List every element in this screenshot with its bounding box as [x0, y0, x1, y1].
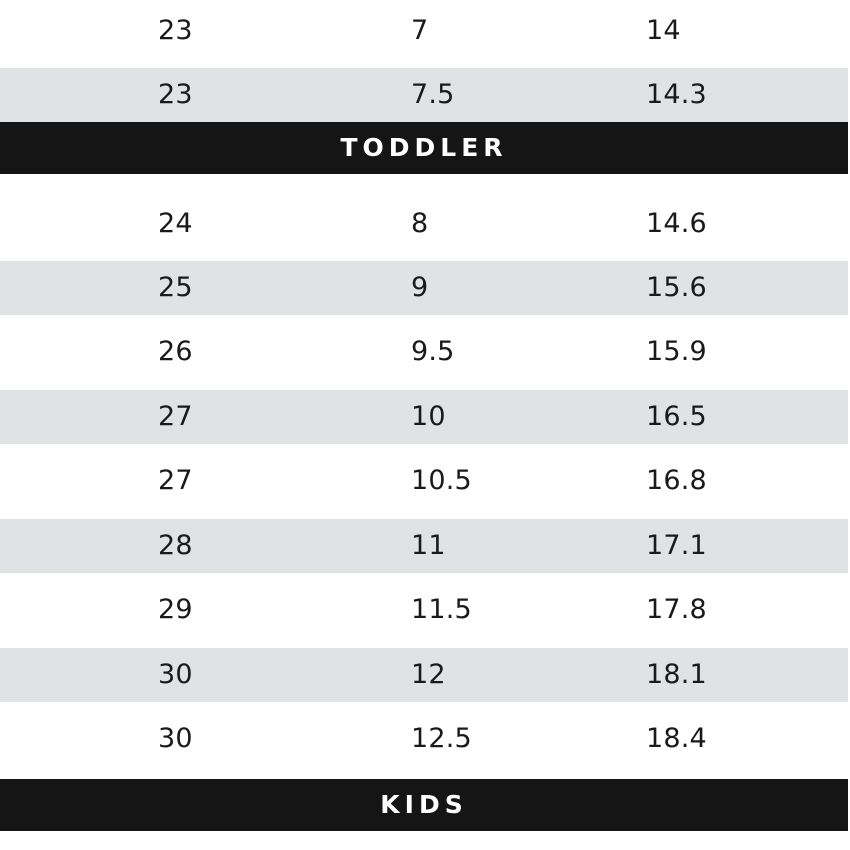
table-row: [0, 325, 848, 379]
section-header-toddler: TODDLER: [0, 122, 848, 174]
table-row: [0, 712, 848, 766]
table-row: [0, 648, 848, 702]
eu-size-cell: 27: [158, 401, 193, 432]
us-size-cell: 8: [411, 208, 429, 239]
cm-length-cell: 16.8: [646, 465, 707, 496]
us-size-cell: 10.5: [411, 465, 472, 496]
us-size-cell: 12.5: [411, 723, 472, 754]
us-size-cell: 7: [411, 15, 429, 46]
us-size-cell: 11: [411, 530, 446, 561]
cm-length-cell: 15.6: [646, 272, 707, 303]
cm-length-cell: 14.6: [646, 208, 707, 239]
us-size-cell: 12: [411, 659, 446, 690]
us-size-cell: 9: [411, 272, 429, 303]
cm-length-cell: 17.1: [646, 530, 707, 561]
eu-size-cell: 24: [158, 208, 193, 239]
table-row: [0, 519, 848, 573]
cm-length-cell: 18.1: [646, 659, 707, 690]
cm-length-cell: 15.9: [646, 336, 707, 367]
eu-size-cell: 23: [158, 79, 193, 110]
table-row: [0, 261, 848, 315]
cm-length-cell: 14.3: [646, 79, 707, 110]
cm-length-cell: 16.5: [646, 401, 707, 432]
us-size-cell: 11.5: [411, 594, 472, 625]
table-row: [0, 4, 848, 58]
table-row: [0, 454, 848, 508]
table-row: [0, 68, 848, 122]
cm-length-cell: 18.4: [646, 723, 707, 754]
eu-size-cell: 27: [158, 465, 193, 496]
table-row: [0, 583, 848, 637]
table-row: [0, 390, 848, 444]
us-size-cell: 7.5: [411, 79, 455, 110]
eu-size-cell: 30: [158, 723, 193, 754]
eu-size-cell: 26: [158, 336, 193, 367]
eu-size-cell: 25: [158, 272, 193, 303]
section-header-kids: KIDS: [0, 779, 848, 831]
cm-length-cell: 17.8: [646, 594, 707, 625]
eu-size-cell: 23: [158, 15, 193, 46]
cm-length-cell: 14: [646, 15, 681, 46]
us-size-cell: 10: [411, 401, 446, 432]
us-size-cell: 9.5: [411, 336, 455, 367]
eu-size-cell: 28: [158, 530, 193, 561]
eu-size-cell: 29: [158, 594, 193, 625]
eu-size-cell: 30: [158, 659, 193, 690]
table-row: [0, 197, 848, 251]
